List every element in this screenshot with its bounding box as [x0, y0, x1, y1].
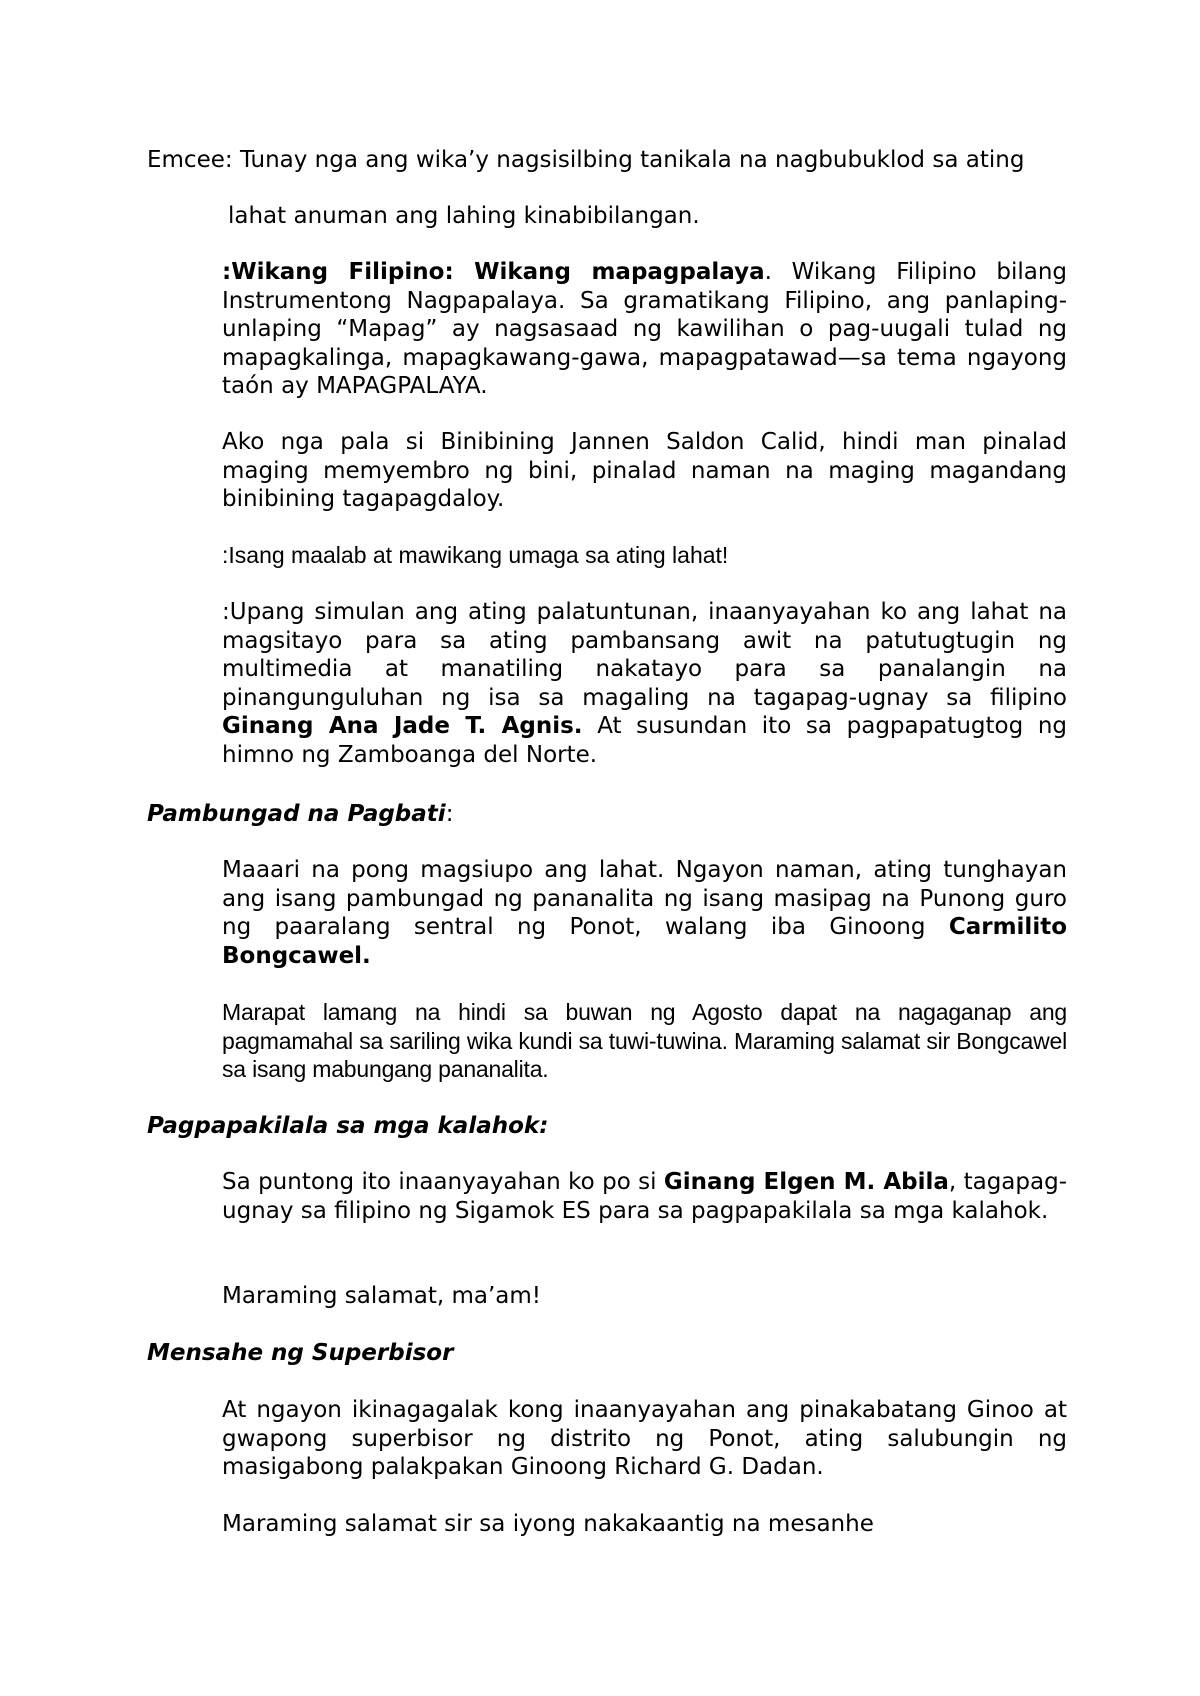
paragraph-opening: [222, 598, 1067, 769]
theme-text: . Wikang Filipino bilang Instrumentong Nagpapalaya. Sa gramatikang Filipino, ang panlaping-unlaping “Mapag” ay nagsasaad ng kawilihan o pag-uugali tulad ng mapagkalinga, mapagkawang-gawa, mapagpatawad—sa tema ngayong taón ay MAPAGPALAYA.: [222, 259, 1068, 399]
opening-bold-name: Ginang Ana Jade T. Agnis.: [222, 713, 583, 739]
paragraph-pagpapakilala: [222, 1168, 1067, 1225]
heading-pambungad-colon: :: [445, 801, 454, 827]
pagpapakilala-text: Sa puntong ito inaanyayahan ko po si: [222, 1169, 664, 1195]
intro-continuation: lahat anuman ang lahing kinabibilangan.: [228, 203, 700, 229]
heading-mensahe: Mensahe ng Superbisor: [147, 1340, 454, 1366]
pambungad-bold-name: Carmilito Bongcawel.: [222, 914, 1067, 969]
pambungad-text: Maaari na pong magsiupo ang lahat. Ngayon naman, ating tunghayan ang isang pambungad ng pananalita ng isang masipag na Punong guro ng paaralang sentral ng Ponot, walang iba Ginoong: [222, 857, 1067, 940]
paragraph-introduction: Ako nga pala si Binibining Jannen Saldon Calid, hindi man pinalad maging memyembro ng bini, pinalad naman na maging magandang binibining tagapagdaloy.: [222, 429, 1067, 512]
heading-pagpapakilala: Pagpapakilala sa mga kalahok:: [147, 1113, 549, 1139]
heading-pambungad-text: Pambungad na Pagbati: [147, 801, 446, 827]
paragraph-pambungad: [222, 856, 1067, 970]
opening-rest: At susundan ito sa pagpapatugtog ng himno ng Zamboanga del Norte.: [222, 713, 1068, 768]
intro-line: Emcee: Tunay nga ang wika’y nagsisilbing tanikala na nagbubuklod sa ating: [147, 147, 1025, 173]
heading-pambungad: [147, 800, 453, 829]
theme-bold: :Wikang Filipino: Wikang mapagpalaya: [222, 259, 765, 285]
paragraph-salamat-maam: Maraming salamat, ma’am!: [222, 1283, 542, 1309]
paragraph-greeting: :Isang maalab at mawikang umaga sa ating lahat!: [222, 542, 729, 568]
paragraph-marapat: Marapat lamang na hindi sa buwan ng Agosto dapat na nagaganap ang pagmamahal sa sariling wika kundi sa tuwi-tuwina. Maraming salamat sir Bongcawel sa isang mabungang pananalita.: [222, 999, 1067, 1082]
paragraph-salamat-sir: Maraming salamat sir sa iyong nakakaantig na mesanhe: [222, 1511, 874, 1537]
paragraph-superbisor: At ngayon ikinagagalak kong inaanyayahan ang pinakabatang Ginoo at gwapong superbisor ng distrito ng Ponot, ating salubungin ng masigabong palakpakan Ginoong Richard G. Dadan.: [222, 1397, 1067, 1480]
pagpapakilala-bold-name: Ginang Elgen M. Abila: [663, 1169, 949, 1195]
paragraph-wikang-filipino: [222, 258, 1067, 401]
opening-text: :Upang simulan ang ating palatuntunan, inaanyayahan ko ang lahat na magsitayo para sa ating pambansang awit na patutugtugin ng multimedia at manatiling nakatayo para sa panalangin na pinangunguluhan ng isa sa magaling na tagapag-ugnay sa filipino: [222, 599, 1067, 711]
pagpapakilala-rest: , tagapag-ugnay sa filipino ng Sigamok ES para sa pagpapakilala sa mga kalahok.: [222, 1169, 1067, 1224]
